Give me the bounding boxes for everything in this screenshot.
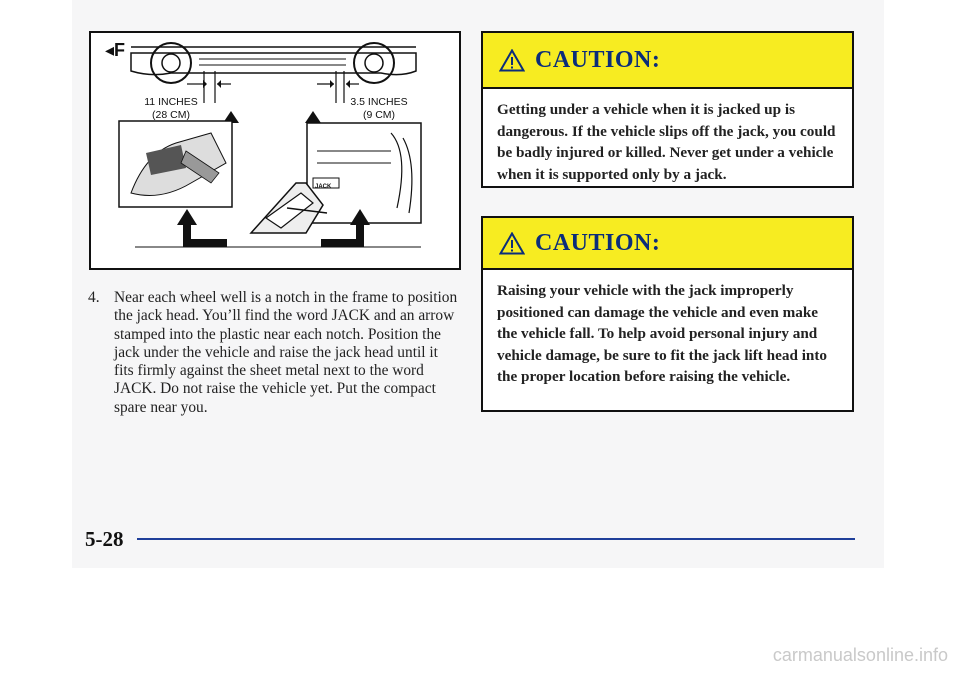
instruction-step (88, 289, 460, 417)
caution-title: CAUTION: (535, 229, 661, 256)
footer-rule (137, 538, 855, 540)
caution-box-jack-position (481, 216, 854, 412)
caution-body: Raising your vehicle with the jack improperly positioned can damage the vehicle and even make the vehicle fall. To help avoid personal injury and vehicle damage, be sure to fit the jack lift head into the proper location before raising the vehicle. (497, 282, 828, 385)
left-measurement-cm: (28 CM) (152, 108, 190, 121)
right-measurement-label (343, 97, 415, 120)
step-number: 4. (88, 289, 100, 306)
caution-box-jacked-vehicle (481, 31, 854, 188)
figure-letter: F (114, 40, 126, 60)
jack-position-figure (89, 31, 461, 270)
left-measurement-inches: 11 INCHES (144, 96, 198, 108)
warning-triangle-icon (499, 49, 525, 72)
step-text: Near each wheel well is a notch in the frame to position the jack head. You’ll find the word JACK and an arrow stamped into the plastic near each notch. Position the jack under the vehicle and raise the jack head until it fits firmly against the sheet metal next to the word JACK. Do not raise the vehicle yet. Put the compact spare near you. (114, 289, 458, 416)
right-measurement-inches: 3.5 INCHES (350, 96, 408, 108)
vehicle-underside-illustration (91, 33, 459, 268)
page-number: 5-28 (85, 527, 124, 551)
left-measurement-label (135, 97, 207, 120)
site-watermark: carmanualsonline.info (772, 645, 948, 665)
right-measurement-cm: (9 CM) (362, 108, 396, 121)
warning-triangle-icon (499, 232, 525, 255)
caution-header (483, 218, 852, 270)
caution-body: Getting under a vehicle when it is jacked up is dangerous. If the vehicle slips off the jack, you could be badly injured or killed. Never get under a vehicle when it is supported only by a jack. (497, 101, 836, 183)
jack-stamp-label: JACK (315, 184, 332, 190)
caution-header (483, 33, 852, 89)
figure-front-marker: ◂F (105, 40, 126, 60)
caution-title: CAUTION: (535, 46, 661, 73)
